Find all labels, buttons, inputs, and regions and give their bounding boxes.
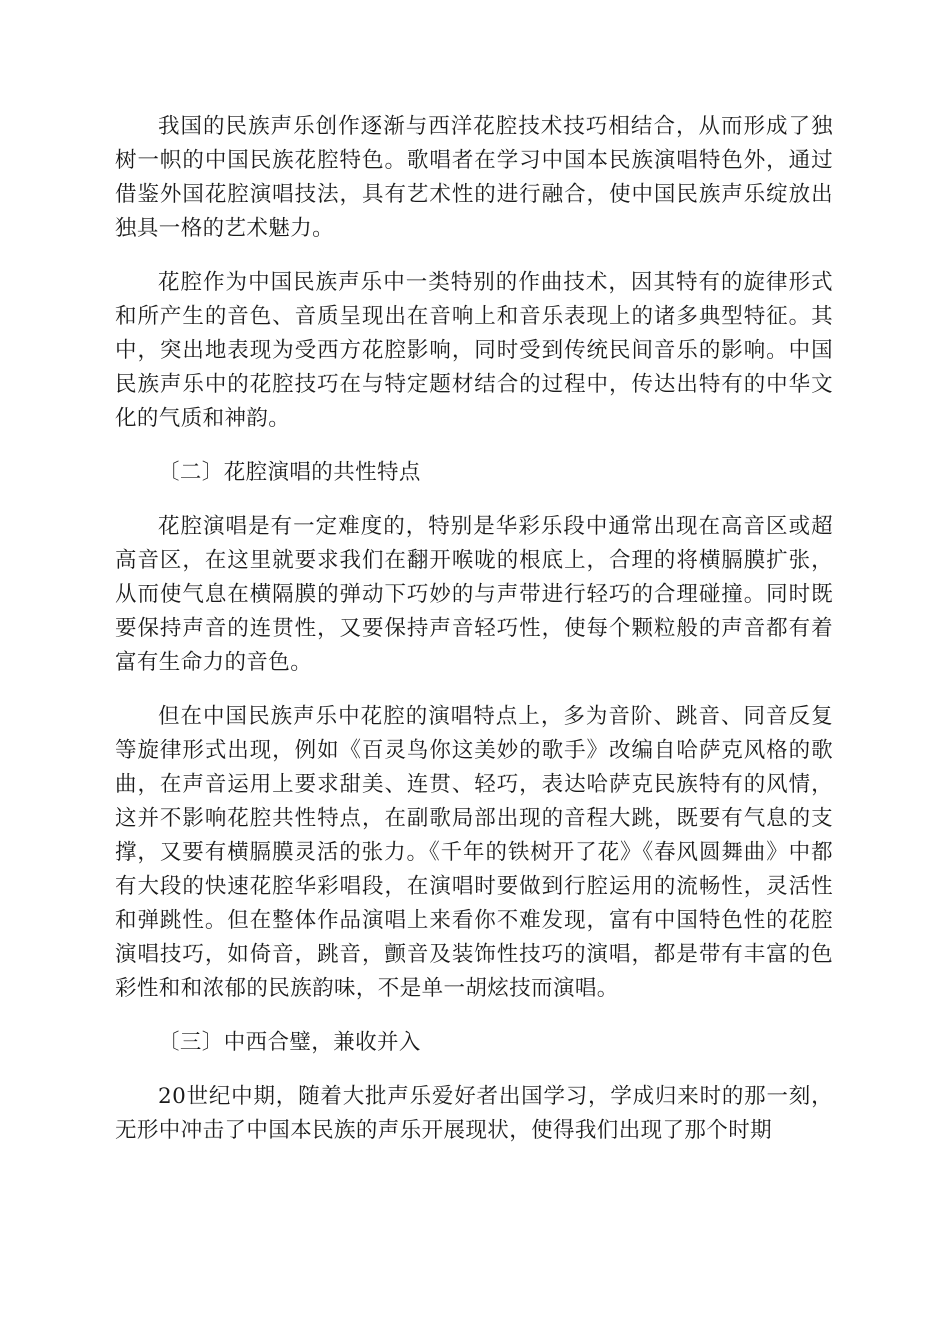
paragraph-4: 但在中国民族声乐中花腔的演唱特点上，多为音阶、跳音、同音反复等旋律形式出现，例如《百灵鸟你这美妙的歌手》改编自哈萨克风格的歌曲，在声音运用上要求甜美、连贯、轻巧，表达哈萨克民族特有的风情，这并不影响花腔共性特点，在副歌局部出现的音程大跳，既要有气息的支撑，又要有横膈膜灵活的张力。《千年的铁树开了花》《春风圆舞曲》中都有大段的快速花腔华彩唱段，在演唱时要做到行腔运用的流畅性，灵活性和弹跳性。但在整体作品演唱上来看你不难发现，富有中国特色性的花腔演唱技巧，如倚音，跳音，颤音及装饰性技巧的演唱，都是带有丰富的色彩性和和浓郁的民族韵味，不是单一胡炫技而演唱。: [115, 704, 833, 1001]
paragraph-2: 花腔作为中国民族声乐中一类特别的作曲技术，因其特有的旋律形式和所产生的音色、音质呈现出在音响上和音乐表现上的诸多典型特征。其中，突出地表现为受西方花腔影响，同时受到传统民间音乐的影响。中国民族声乐中的花腔技巧在与特定题材结合的过程中，传达出特有的中华文化的气质和神韵。: [115, 270, 833, 431]
document-body: [115, 110, 833, 1168]
section-heading-2: 〔二〕花腔演唱的共性特点: [158, 460, 421, 485]
paragraph-3: 花腔演唱是有一定难度的，特别是华彩乐段中通常出现在高音区或超高音区，在这里就要求我们在翻开喉咙的根底上，合理的将横膈膜扩张，从而使气息在横隔膜的弹动下巧妙的与声带进行轻巧的合理碰撞。同时既要保持声音的连贯性，又要保持声音轻巧性，使每个颗粒般的声音都有着富有生命力的音色。: [115, 514, 833, 675]
paragraph-5: 20世纪中期，随着大批声乐爱好者出国学习，学成归来时的那一刻，无形中冲击了中国本民族的声乐开展现状，使得我们出现了那个时期: [115, 1084, 833, 1143]
section-heading-3: 〔三〕中西合璧，兼收并入: [158, 1030, 421, 1055]
paragraph-1: 我国的民族声乐创作逐渐与西洋花腔技术技巧相结合，从而形成了独树一帜的中国民族花腔特色。歌唱者在学习中国本民族演唱特色外，通过借鉴外国花腔演唱技法，具有艺术性的进行融合，使中国民族声乐绽放出独具一格的艺术魅力。: [115, 114, 833, 241]
